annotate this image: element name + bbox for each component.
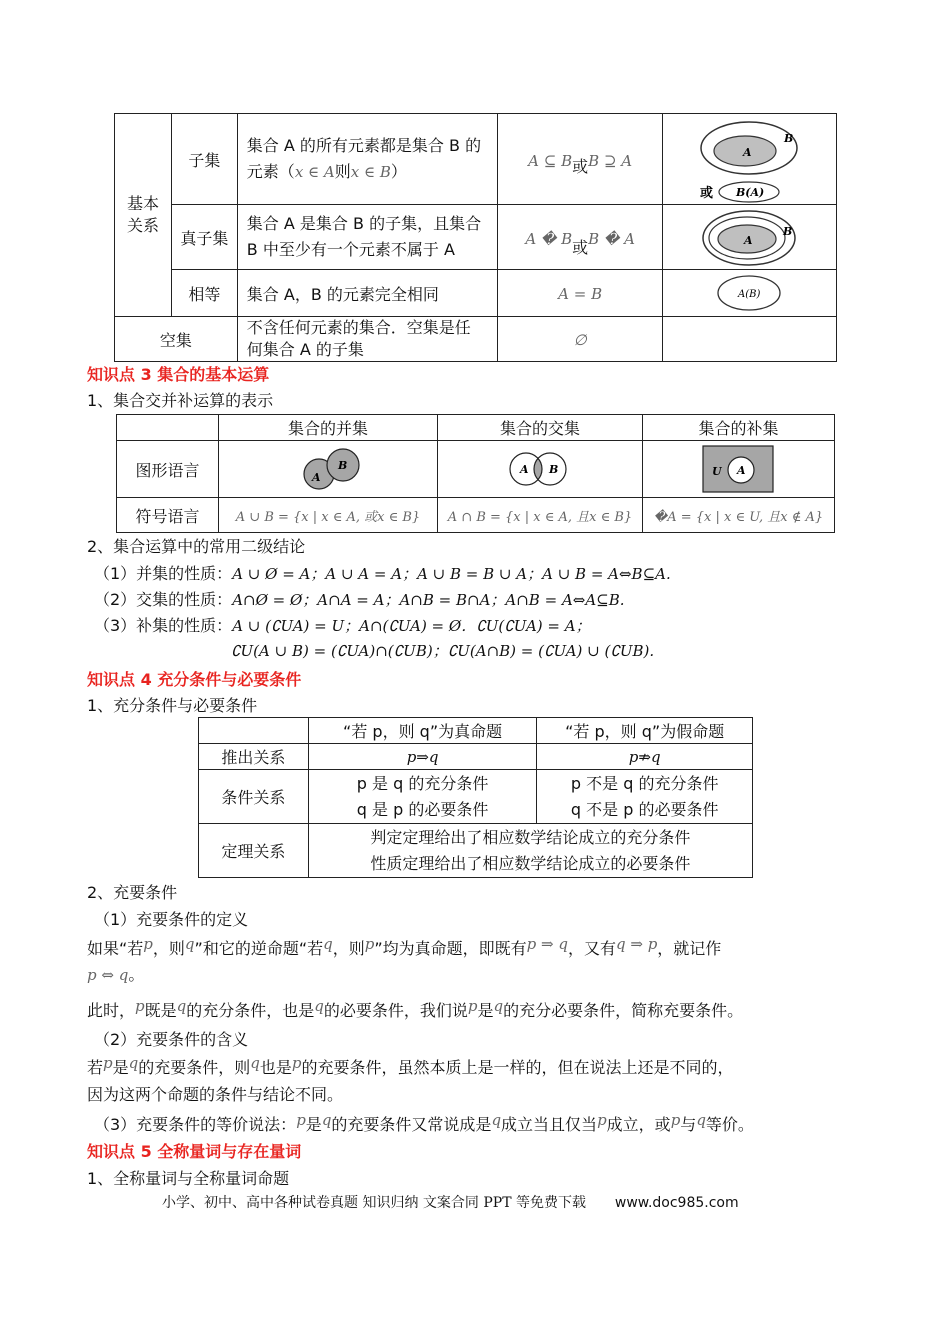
comp-label-u: U (712, 465, 722, 478)
kp4-sub2: 2、充要条件 (87, 883, 178, 902)
implication-true: p⇒q (308, 744, 537, 770)
header-complement: 集合的补集 (643, 415, 835, 441)
group-label-line1: 基本 (126, 194, 159, 213)
kp3-heading: 知识点 3 集合的基本运算 (87, 365, 270, 384)
proper-subset-venn-diagram (663, 205, 835, 269)
condition-false: p 不是 q 的充分条件 q 不是 p 的必要条件 (537, 770, 753, 824)
row-empty-venn (662, 317, 836, 362)
subset-def-line2: 元素（x ∈ A则x ∈ B） (246, 162, 407, 181)
condition-true: p 是 q 的充分条件 q 是 p 的必要条件 (308, 770, 537, 824)
complement-symbol: �A = {x | x ∈ U, 且x ∉ A} (643, 498, 835, 533)
subset-def-line1: 集合 A 的所有元素都是集合 B 的 (246, 136, 482, 155)
row-subset-def (237, 114, 498, 205)
intersection-properties: （2）交集的性质：A∩Ø = Ø；A∩A = A；A∩B = B∩A；A∩B = A⇔A⊆B. (94, 590, 625, 609)
empty-def-line2: 何集合 A 的子集 (246, 340, 364, 359)
theorem-relation: 判定定理给出了相应数学结论成立的充分条件 性质定理给出了相应数学结论成立的必要条件 (308, 824, 752, 878)
kp3-sub2: 2、集合运算中的常用二级结论 (87, 537, 306, 556)
header-empty (117, 415, 219, 441)
complement-venn-diagram (643, 441, 834, 497)
union-label-b: B (338, 459, 348, 472)
equivalent-line: （3）充要条件的等价说法：p是q的充要条件又常说成是q成立当且仅当p成立，或p与q等价。 (94, 1111, 754, 1134)
header-intersection: 集合的交集 (438, 415, 643, 441)
row-proper-subset-def (237, 205, 498, 270)
complement-venn-cell (643, 441, 835, 498)
inter-label-a: A (520, 463, 529, 476)
footer (162, 1192, 739, 1212)
union-venn-diagram (219, 441, 437, 497)
row-subset-venn (662, 114, 836, 205)
header-false-proposition: “若 p，则 q”为假命题 (537, 718, 753, 744)
inter-label-b: B (549, 463, 559, 476)
proper-def-line2: B 中至少有一个元素不属于 A (246, 240, 455, 259)
subset-venn-diagram (663, 114, 835, 204)
intersection-venn-cell (438, 441, 643, 498)
row-empty-name: 空集 (115, 317, 238, 362)
row-implication-label: 推出关系 (199, 744, 309, 770)
meaning-title: （2）充要条件的含义 (94, 1030, 249, 1049)
kp4-sub1: 1、充分条件与必要条件 (87, 696, 258, 715)
header-true-proposition: “若 p，则 q”为真命题 (308, 718, 537, 744)
empty-def-line1: 不含任何元素的集合．空集是任 (246, 318, 471, 337)
venn-label-a: A (743, 234, 753, 247)
comp-label-a: A (737, 464, 746, 477)
venn-label-ab: A(B) (737, 289, 761, 300)
basic-relations-table (114, 113, 837, 362)
header-union: 集合的并集 (219, 415, 438, 441)
union-venn-cell (219, 441, 438, 498)
def-title: （1）充要条件的定义 (94, 910, 249, 929)
group-label-line2: 关系 (126, 216, 159, 235)
def-paragraph-line2: p ⇔ q。 (87, 965, 145, 984)
row-equal-def: 集合 A，B 的元素完全相同 (237, 270, 498, 317)
row-condition-label: 条件关系 (199, 770, 309, 824)
group-label (115, 114, 172, 317)
equal-venn-diagram (663, 270, 835, 316)
row-equal-name: 相等 (171, 270, 237, 317)
footer-url[interactable]: www.doc985.com (614, 1195, 739, 1211)
intersection-symbol: A ∩ B = {x | x ∈ A, 且x ∈ B} (438, 498, 643, 533)
row-equal-symbol: A = B (498, 270, 663, 317)
meaning-line1: 若p是q的充要条件，则q也是p的充要条件，虽然本质上是一样的，但在说法上还是不同的， (87, 1054, 734, 1077)
row-proper-subset-symbol: A � B或B � A (498, 205, 663, 270)
proper-def-line1: 集合 A 是集合 B 的子集，且集合 (246, 214, 482, 233)
row-label-symbol: 符号语言 (117, 498, 219, 533)
then-paragraph: 此时，p既是q的充分条件，也是q的必要条件，我们说p是q的充分必要条件，简称充要条件。 (87, 997, 744, 1020)
venn-or-label: 或 (699, 186, 713, 201)
meaning-line2: 因为这两个命题的条件与结论不同。 (87, 1085, 344, 1104)
venn-label-a: A (742, 146, 752, 159)
row-subset-name: 子集 (171, 114, 237, 205)
def-paragraph-line1: 如果“若p，则q”和它的逆命题“若q，则p”均为真命题，即既有p ⇒ q，又有q ⇒ p，就记作 (87, 935, 722, 958)
kp3-sub1: 1、集合交并补运算的表示 (87, 391, 274, 410)
complement-properties-2: ∁U(A ∪ B) = (∁UA)∩(∁UB)；∁U(A∩B) = (∁UA) ∪ (∁UB). (231, 642, 655, 660)
kp5-heading: 知识点 5 全称量词与存在量词 (87, 1142, 302, 1161)
set-operations-table (116, 414, 835, 533)
row-theorem-label: 定理关系 (199, 824, 309, 878)
row-proper-subset-name: 真子集 (171, 205, 237, 270)
union-label-a: A (312, 471, 321, 484)
footer-text: 小学、初中、高中各种试卷真题 知识归纳 文案合同 PPT 等免费下载 (162, 1195, 586, 1211)
kp5-sub1: 1、全称量词与全称量词命题 (87, 1169, 290, 1188)
condition-table (198, 717, 753, 878)
intersection-venn-diagram (438, 441, 642, 497)
implication-false: p⇏q (537, 744, 753, 770)
row-subset-symbol: A ⊆ B或B ⊇ A (498, 114, 663, 205)
venn-label-b: B (782, 225, 793, 238)
row-empty-symbol: ∅ (498, 317, 663, 362)
row-equal-venn (662, 270, 836, 317)
union-symbol: A ∪ B = {x | x ∈ A, 或x ∈ B} (219, 498, 438, 533)
venn-label-b: B (783, 132, 794, 145)
row-label-graphic: 图形语言 (117, 441, 219, 498)
union-properties: （1）并集的性质：A ∪ Ø = A；A ∪ A = A；A ∪ B = B ∪ A；A ∪ B = A⇔B⊆A. (94, 564, 671, 583)
kp4-heading: 知识点 4 充分条件与必要条件 (87, 670, 302, 689)
row-empty-def (237, 317, 498, 362)
complement-properties: （3）补集的性质：A ∪ (∁UA) = U；A∩(∁UA) = Ø．∁U(∁UA) = A； (94, 616, 591, 635)
row-proper-subset-venn (662, 205, 836, 270)
cond-header-empty (199, 718, 309, 744)
venn-label-ba: B(A) (735, 186, 765, 199)
